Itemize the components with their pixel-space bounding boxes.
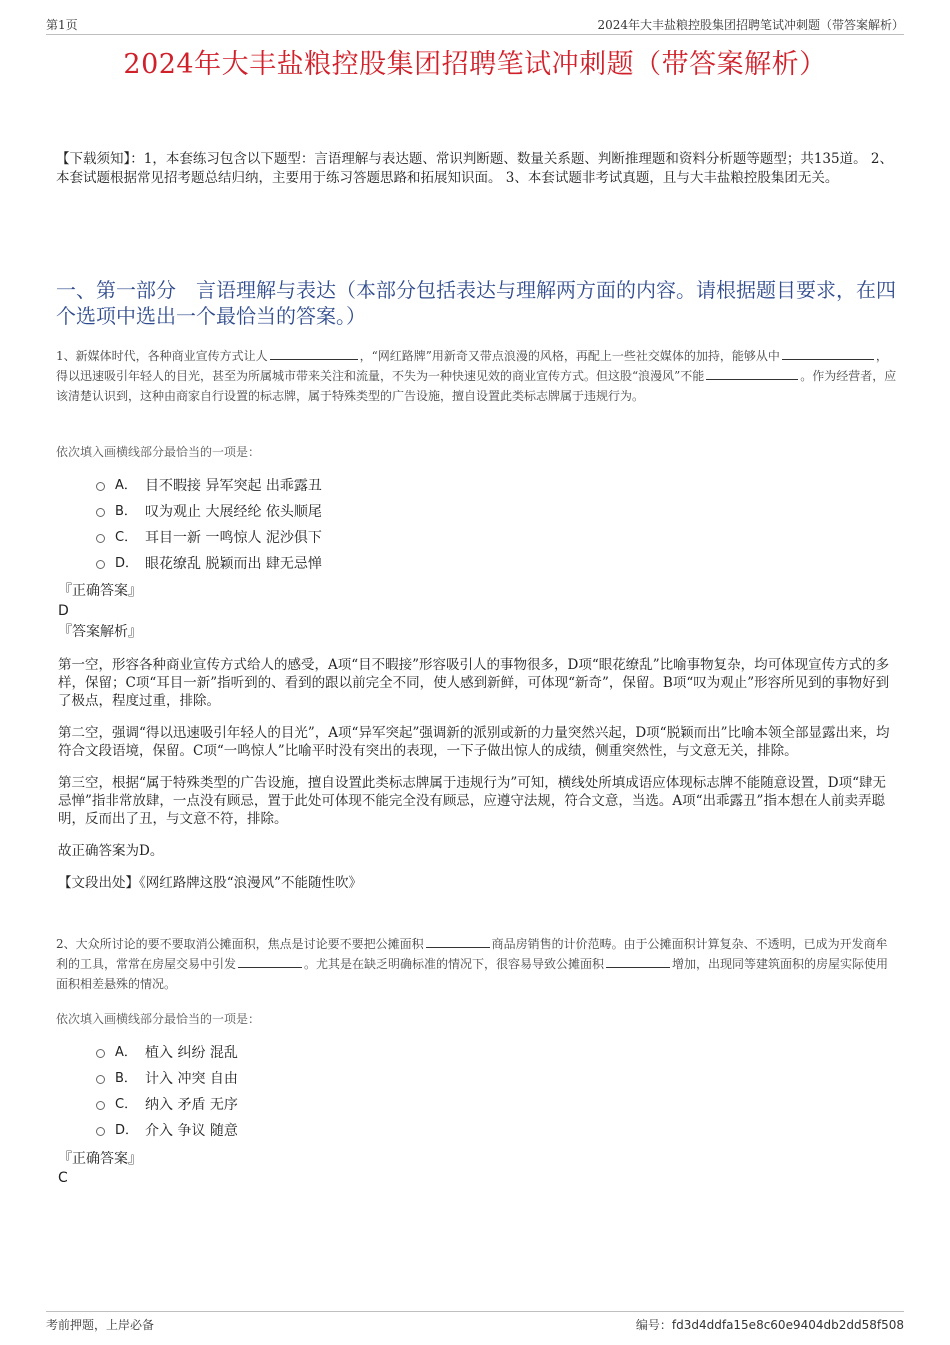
footer-slogan: 考前押题，上岸必备 xyxy=(46,1318,155,1332)
radio-icon[interactable] xyxy=(96,534,105,543)
radio-icon[interactable] xyxy=(96,1127,105,1136)
correct-answer: D xyxy=(58,603,69,619)
option-c[interactable]: C． 耳目一新 一鸣惊人 泥沙俱下 xyxy=(96,525,496,551)
page-footer xyxy=(46,1311,904,1332)
question-1-text: 1、新媒体时代，各种商业宣传方式让人 ，“网红路牌”用新奇又带点浪漫的风格，再配上一些社交媒体的加持，能够从中 ，得以迅速吸引年轻人的目光，甚至为所属城市带来关注和流量，不失为一种快速见效的商业宣传方式。但这股“浪漫风”不能 。作为经营者，应该清楚认识到，这种由商家自行设置的标志牌，属于特殊类型的广告设施，擅自设置此类标志牌属于违规行为。 xyxy=(56,349,897,403)
option-a[interactable]: A． 目不暇接 异军突起 出乖露丑 xyxy=(96,473,496,499)
answer-blank xyxy=(606,955,670,968)
option-b[interactable]: B． 叹为观止 大展经纶 依头顺尾 xyxy=(96,499,496,525)
radio-icon[interactable] xyxy=(96,1075,105,1084)
document-id: 编号：fd3d4ddfa15e8c60e9404db2dd58f508 xyxy=(635,1318,904,1332)
answer-analysis xyxy=(58,656,898,906)
analysis-label: 『答案解析』 xyxy=(58,624,142,640)
answer-blank xyxy=(426,935,490,948)
answer-blank xyxy=(706,367,798,380)
option-d[interactable]: D． 眼花缭乱 脱颖而出 肆无忌惮 xyxy=(96,551,496,577)
correct-answer-label: 『正确答案』 xyxy=(58,583,142,599)
text-source: 【文段出处】《网红路牌这股“浪漫风”不能随性吹》 xyxy=(58,875,363,891)
page-number: 第1页 xyxy=(46,18,78,32)
header-doc-title: 2024年大丰盐粮控股集团招聘笔试冲刺题（带答案解析） xyxy=(597,18,904,32)
document-title: 2024年大丰盐粮控股集团招聘笔试冲刺题（带答案解析） xyxy=(123,49,827,80)
answer-blank xyxy=(270,347,358,360)
answer-blank xyxy=(782,347,874,360)
question-2-prompt: 依次填入画横线部分最恰当的一项是： xyxy=(56,1012,261,1026)
option-a[interactable]: A． 植入 纠纷 混乱 xyxy=(96,1040,496,1066)
correct-answer: C xyxy=(58,1170,68,1186)
answer-blank xyxy=(238,955,302,968)
question-1-options xyxy=(96,473,496,577)
option-d[interactable]: D． 介入 争议 随意 xyxy=(96,1118,496,1144)
download-notice: 【下载须知】：1，本套练习包含以下题型：言语理解与表达题、常识判断题、数量关系题、判断推理题和资料分析题等题型；共135道。 2、本套试题根据常见招考题总结归纳，主要用于练习答题思路和拓展知识面。 3、本套试题非考试真题，且与大丰盐粮控股集团无关。 xyxy=(56,151,893,186)
question-2-options xyxy=(96,1040,496,1144)
radio-icon[interactable] xyxy=(96,482,105,491)
question-2-text: 2、大众所讨论的要不要取消公摊面积，焦点是讨论要不要把公摊面积 商品房销售的计价范畴。由于公摊面积计算复杂、不透明，已成为开发商牟利的工具，常常在房屋交易中引发 。尤其是在缺乏明确标准的情况下，很容易导致公摊面积 增加，出现同等建筑面积的房屋实际使用面积相差悬殊的情况。 xyxy=(56,937,889,991)
section-heading: 一、第一部分 言语理解与表达（本部分包括表达与理解两方面的内容。请根据题目要求，在四个选项中选出一个最恰当的答案。） xyxy=(56,278,896,328)
correct-answer-label: 『正确答案』 xyxy=(58,1151,142,1167)
option-c[interactable]: C． 纳入 矛盾 无序 xyxy=(96,1092,496,1118)
analysis-paragraph: 第一空，形容各种商业宣传方式给人的感受，A项“目不暇接”形容吸引人的事物很多，D项“眼花缭乱”比喻事物复杂，均可体现宣传方式的多样，保留；C项“耳目一新”指听到的、看到的跟以前完全不同，使人感到新鲜，可体现“新奇”，保留。B项“叹为观止”形容所见到的事物好到了极点，程度过重，排除。 xyxy=(58,657,890,709)
question-1-prompt: 依次填入画横线部分最恰当的一项是： xyxy=(56,445,261,459)
analysis-conclusion: 故正确答案为D。 xyxy=(58,843,164,859)
radio-icon[interactable] xyxy=(96,1049,105,1058)
analysis-paragraph: 第二空，强调“得以迅速吸引年轻人的目光”，A项“异军突起”强调新的派别或新的力量突然兴起，D项“脱颖而出”比喻本领全部显露出来，均符合文段语境，保留。C项“一鸣惊人”比喻平时没有突出的表现，一下子做出惊人的成绩，侧重突然性，与文意无关，排除。 xyxy=(58,725,890,759)
radio-icon[interactable] xyxy=(96,560,105,569)
radio-icon[interactable] xyxy=(96,1101,105,1110)
analysis-paragraph: 第三空，根据“属于特殊类型的广告设施，擅自设置此类标志牌属于违规行为”可知，横线处所填成语应体现标志牌不能随意设置，D项“肆无忌惮”指非常放肆，一点没有顾忌，置于此处可体现不能完全没有顾忌，应遵守法规，符合文意，当选。A项“出乖露丑”指本想在人前卖弄聪明，反而出了丑，与文意不符，排除。 xyxy=(58,775,887,827)
page-header xyxy=(46,14,904,35)
radio-icon[interactable] xyxy=(96,508,105,517)
option-b[interactable]: B． 计入 冲突 自由 xyxy=(96,1066,496,1092)
